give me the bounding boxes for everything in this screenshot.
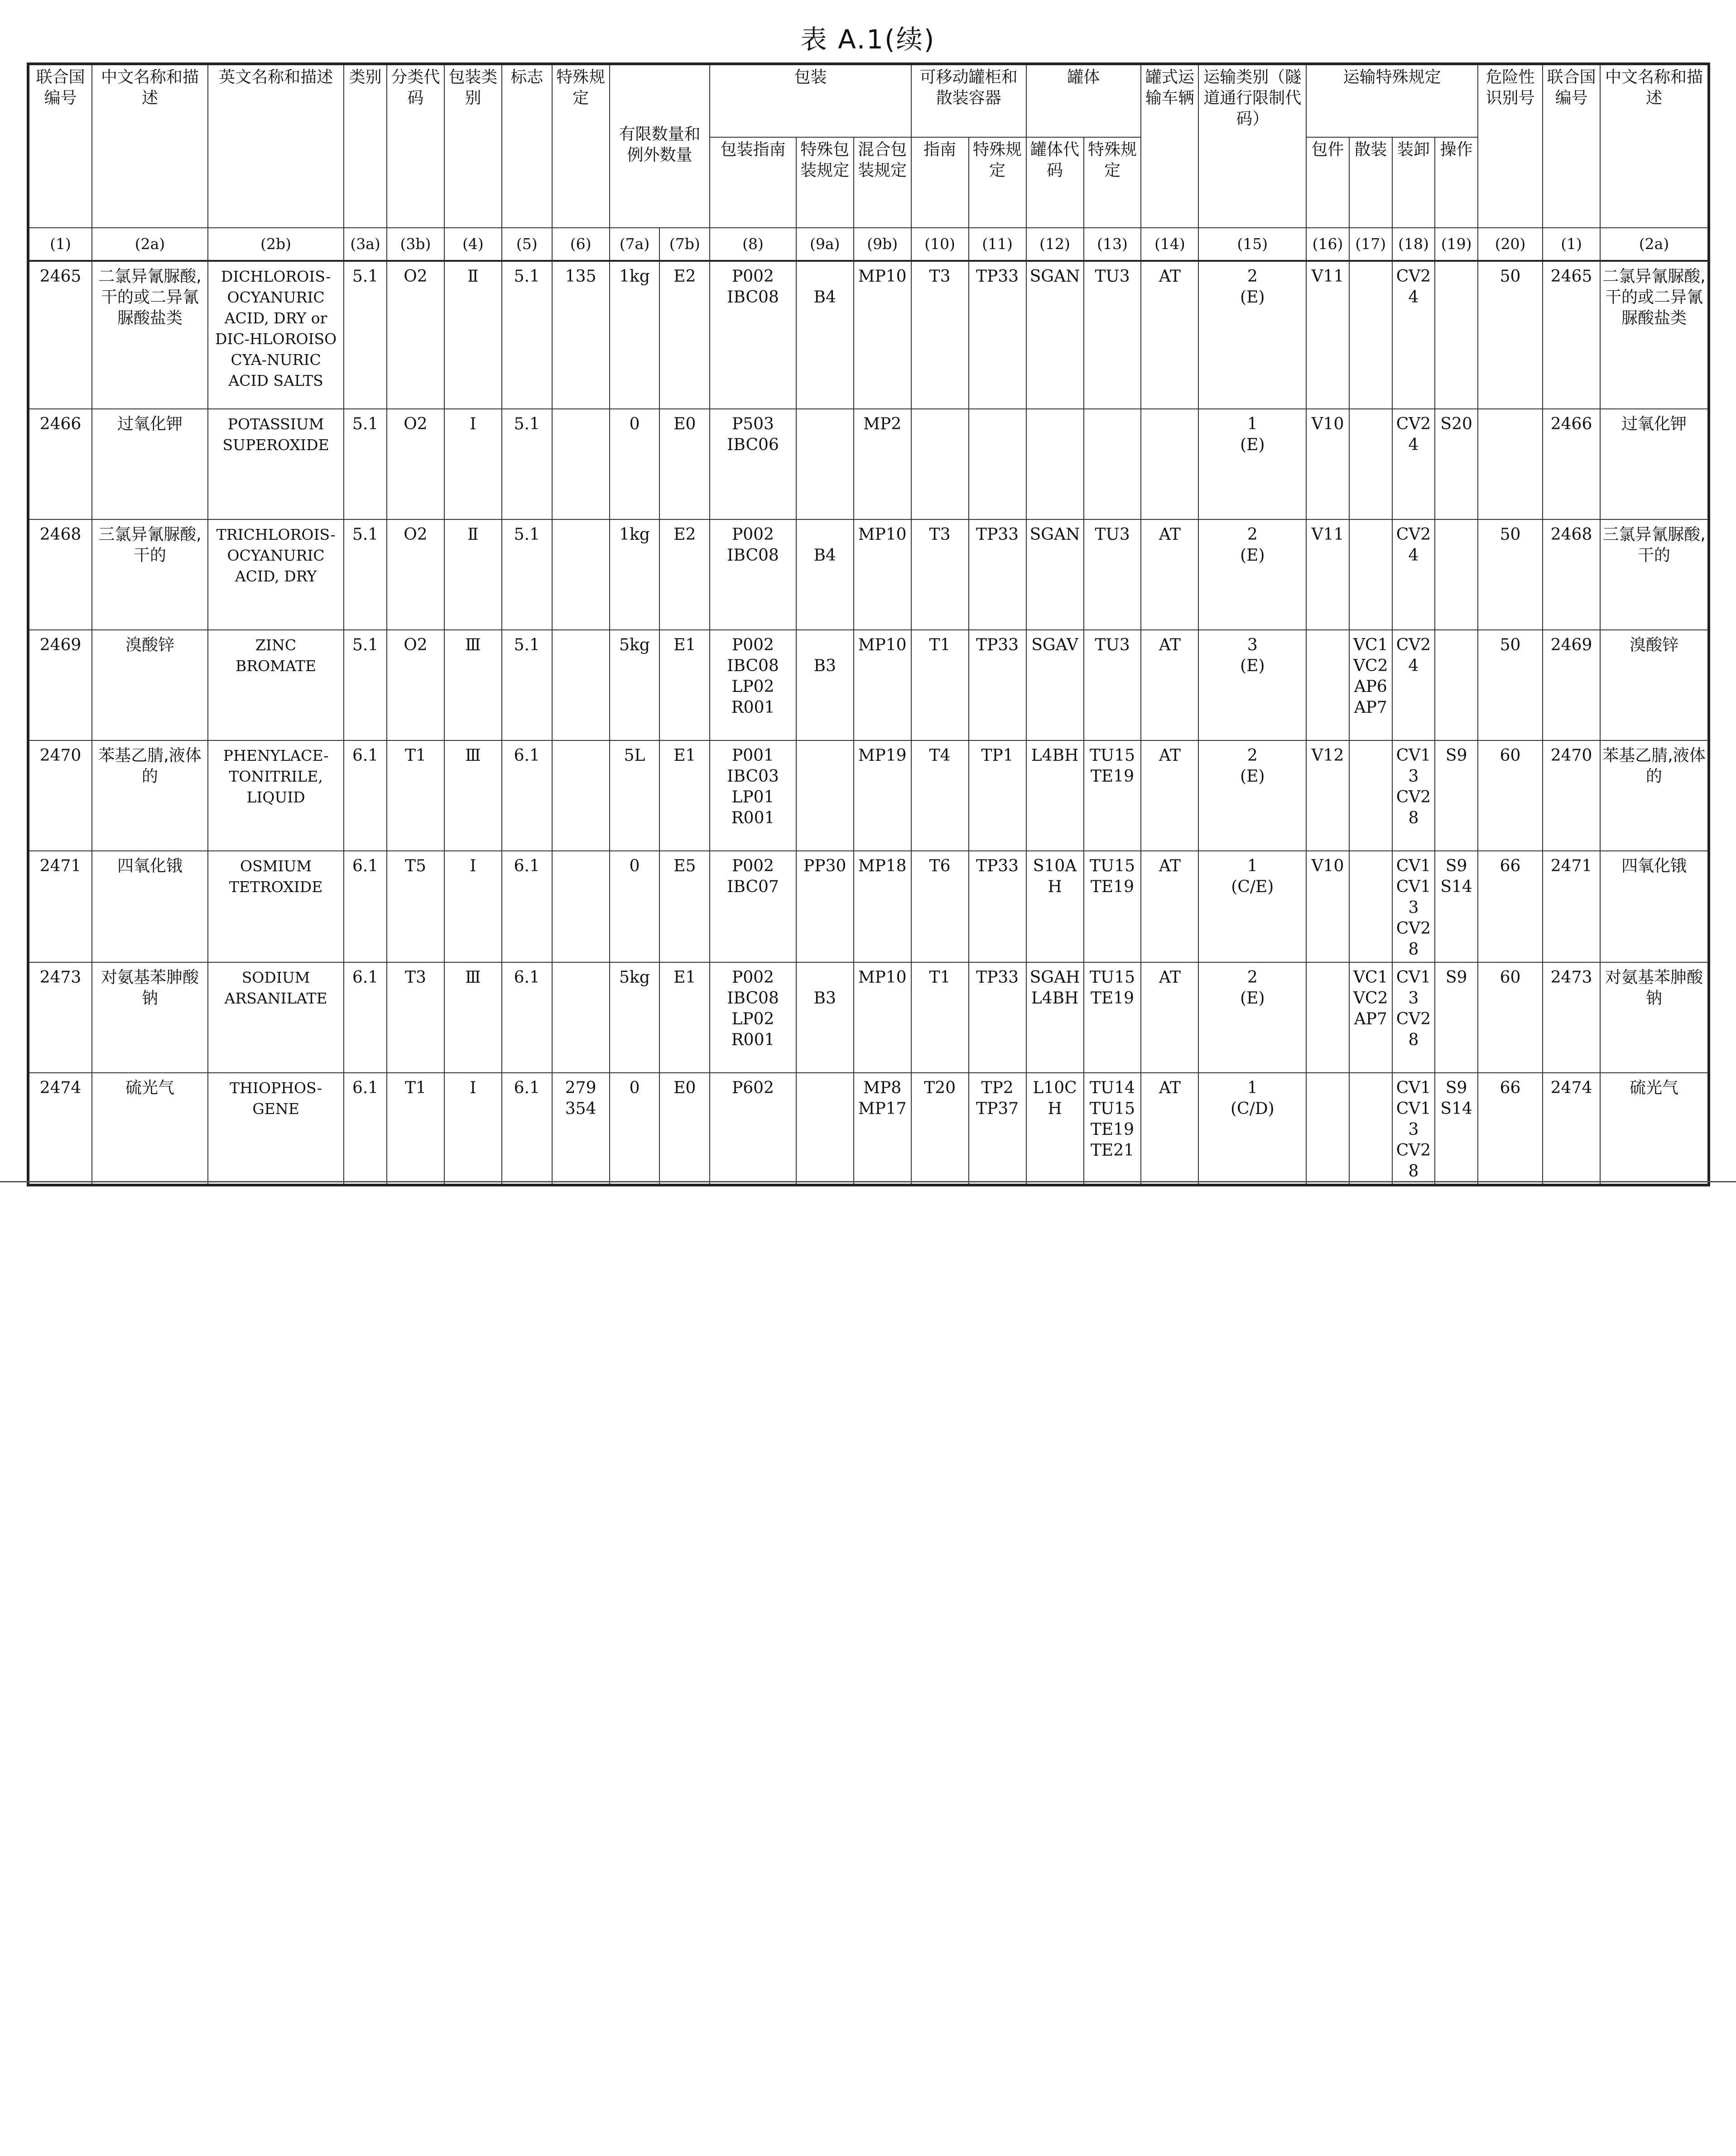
cell-c11: TP2 TP37 [969, 1073, 1026, 1185]
cell-c19: S9 S14 [1435, 851, 1478, 962]
cell-c19: S20 [1435, 409, 1478, 519]
column-number: (12) [1026, 228, 1084, 261]
cell-c5: 5.1 [502, 409, 552, 519]
cell-c5: 5.1 [502, 630, 552, 740]
cell-c9a [796, 1073, 854, 1185]
cell-c14: AT [1141, 962, 1198, 1073]
cell-c2a: 过氧化钾 [92, 409, 208, 519]
cell-c3b: T1 [387, 740, 444, 851]
header-name-zh: 中文名称和描述 [92, 64, 208, 228]
table-body [28, 261, 1709, 1185]
cell-c17 [1349, 409, 1392, 519]
cell-c3a: 5.1 [344, 519, 387, 630]
header-class: 类别 [344, 64, 387, 228]
cell-c14: AT [1141, 740, 1198, 851]
header-portable-tanks: 可移动罐柜和散装容器 [911, 64, 1026, 137]
cell-c10: T3 [911, 519, 969, 630]
column-number: (9a) [796, 228, 854, 261]
column-number: (3b) [387, 228, 444, 261]
column-number: (5) [502, 228, 552, 261]
cell-c6 [552, 962, 610, 1073]
cell-c9b: MP18 [854, 851, 911, 962]
header-pack-instr: 包装指南 [710, 137, 796, 228]
cell-c3a: 6.1 [344, 851, 387, 962]
cell-c17 [1349, 1073, 1392, 1185]
cell-c20: 50 [1478, 261, 1543, 409]
header-packaging: 包装 [710, 64, 911, 137]
cell-c11: TP33 [969, 851, 1026, 962]
cell-c9a: B4 [796, 519, 854, 630]
cell-c18: CV24 [1392, 630, 1435, 740]
cell-c11: TP33 [969, 630, 1026, 740]
cell-c1: 2470 [28, 740, 92, 851]
cell-c17 [1349, 851, 1392, 962]
cell-c18: CV1 CV13 CV28 [1392, 1073, 1435, 1185]
cell-c9a [796, 409, 854, 519]
cell-c1b: 2474 [1543, 1073, 1600, 1185]
cell-c10: T20 [911, 1073, 969, 1185]
header-transport-category: 运输类别（隧道通行限制代码） [1198, 64, 1306, 228]
column-number: (8) [710, 228, 796, 261]
column-number: (18) [1392, 228, 1435, 261]
cell-c5: 6.1 [502, 1073, 552, 1185]
cell-c17 [1349, 261, 1392, 409]
dangerous-goods-table [27, 62, 1710, 1186]
cell-c2a: 二氯异氰脲酸,干的或二异氰脲酸盐类 [92, 261, 208, 409]
column-number-row [28, 228, 1709, 261]
table-row [28, 409, 1709, 519]
cell-c7b: E1 [659, 962, 710, 1073]
cell-c19: S9 [1435, 962, 1478, 1073]
cell-c15: 1 (C/D) [1198, 1073, 1306, 1185]
header-st-bulk: 散装 [1349, 137, 1392, 228]
header-packing-group: 包装类别 [444, 64, 502, 228]
cell-c2b: DICHLOROIS- OCYANURIC ACID, DRY or DIC-HLOROISO CYA-NURIC ACID SALTS [208, 261, 344, 409]
cell-c7a: 1kg [610, 519, 660, 630]
cell-c2a: 三氯异氰脲酸,干的 [92, 519, 208, 630]
cell-c18: CV13 CV28 [1392, 962, 1435, 1073]
cell-c11: TP33 [969, 261, 1026, 409]
cell-c3a: 5.1 [344, 261, 387, 409]
cell-c16 [1306, 1073, 1349, 1185]
cell-c18: CV1 CV13 CV28 [1392, 851, 1435, 962]
cell-c13 [1084, 409, 1141, 519]
cell-c12: L4BH [1026, 740, 1084, 851]
cell-c6: 135 [552, 261, 610, 409]
cell-c4: Ⅲ [444, 962, 502, 1073]
cell-c1b: 2465 [1543, 261, 1600, 409]
cell-c3b: O2 [387, 630, 444, 740]
cell-c6 [552, 740, 610, 851]
cell-c2a-b: 三氯异氰脲酸,干的 [1600, 519, 1709, 630]
cell-c3a: 5.1 [344, 630, 387, 740]
cell-c19 [1435, 261, 1478, 409]
cell-c7a: 0 [610, 1073, 660, 1185]
header-name-zh-repeat: 中文名称和描述 [1600, 64, 1709, 228]
header-limited-qty: 有限数量和例外数量 [610, 64, 710, 228]
cell-c8: P002 IBC08 [710, 519, 796, 630]
cell-c2a: 对氨基苯胂酸钠 [92, 962, 208, 1073]
cell-c9b: MP8 MP17 [854, 1073, 911, 1185]
column-number: (20) [1478, 228, 1543, 261]
cell-c9b: MP10 [854, 261, 911, 409]
cell-c17 [1349, 740, 1392, 851]
cell-c11: TP1 [969, 740, 1026, 851]
cell-c15: 2 (E) [1198, 740, 1306, 851]
cell-c1: 2465 [28, 261, 92, 409]
cell-c13: TU15 TE19 [1084, 962, 1141, 1073]
cell-c11: TP33 [969, 962, 1026, 1073]
header-pt-instr: 指南 [911, 137, 969, 228]
header-pt-special: 特殊规定 [969, 137, 1026, 228]
cell-c14 [1141, 409, 1198, 519]
cell-c9b: MP10 [854, 519, 911, 630]
cell-c7a: 5kg [610, 630, 660, 740]
cell-c13: TU3 [1084, 519, 1141, 630]
header-st-packages: 包件 [1306, 137, 1349, 228]
cell-c19 [1435, 630, 1478, 740]
cell-c13: TU3 [1084, 630, 1141, 740]
column-number: (14) [1141, 228, 1198, 261]
header-labels: 标志 [502, 64, 552, 228]
cell-c2a-b: 对氨基苯胂酸钠 [1600, 962, 1709, 1073]
cell-c6 [552, 630, 610, 740]
cell-c20 [1478, 409, 1543, 519]
cell-c2b: THIOPHOS- GENE [208, 1073, 344, 1185]
column-number: (11) [969, 228, 1026, 261]
cell-c13: TU3 [1084, 261, 1141, 409]
header-name-en: 英文名称和描述 [208, 64, 344, 228]
header-mixed-pack: 混合包装规定 [854, 137, 911, 228]
cell-c6: 279 354 [552, 1073, 610, 1185]
cell-c16: V10 [1306, 409, 1349, 519]
cell-c17: VC1 VC2 AP6 AP7 [1349, 630, 1392, 740]
cell-c3b: O2 [387, 261, 444, 409]
header-un-no: 联合国编号 [28, 64, 92, 228]
cell-c2b: POTASSIUM SUPEROXIDE [208, 409, 344, 519]
cell-c2a-b: 过氧化钾 [1600, 409, 1709, 519]
cell-c9b: MP2 [854, 409, 911, 519]
cell-c6 [552, 519, 610, 630]
cell-c2b: SODIUM ARSANILATE [208, 962, 344, 1073]
cell-c5: 6.1 [502, 851, 552, 962]
cell-c7b: E2 [659, 261, 710, 409]
cell-c3a: 5.1 [344, 409, 387, 519]
cell-c15: 1 (E) [1198, 409, 1306, 519]
column-number: (10) [911, 228, 969, 261]
cell-c7b: E2 [659, 519, 710, 630]
cell-c2a-b: 四氧化锇 [1600, 851, 1709, 962]
column-number: (4) [444, 228, 502, 261]
header-hazard-id: 危险性识别号 [1478, 64, 1543, 228]
cell-c2b: ZINC BROMATE [208, 630, 344, 740]
cell-c12: SGAH L4BH [1026, 962, 1084, 1073]
cell-c7b: E5 [659, 851, 710, 962]
table-row [28, 1073, 1709, 1185]
cell-c13: TU15 TE19 [1084, 851, 1141, 962]
cell-c18: CV24 [1392, 519, 1435, 630]
cell-c15: 1 (C/E) [1198, 851, 1306, 962]
column-number: (6) [552, 228, 610, 261]
cell-c18: CV24 [1392, 409, 1435, 519]
cell-c1: 2474 [28, 1073, 92, 1185]
cell-c1: 2469 [28, 630, 92, 740]
cell-c3b: O2 [387, 409, 444, 519]
cell-c4: Ⅱ [444, 519, 502, 630]
column-number: (19) [1435, 228, 1478, 261]
cell-c3b: O2 [387, 519, 444, 630]
page-title: 表 A.1(续) [800, 24, 936, 55]
cell-c14: AT [1141, 630, 1198, 740]
cell-c12: L10CH [1026, 1073, 1084, 1185]
cell-c13: TU14 TU15 TE19 TE21 [1084, 1073, 1141, 1185]
cell-c7a: 0 [610, 409, 660, 519]
cell-c2a: 四氧化锇 [92, 851, 208, 962]
cell-c19 [1435, 519, 1478, 630]
cell-c20: 66 [1478, 1073, 1543, 1185]
cell-c12: SGAV [1026, 630, 1084, 740]
cell-c18: CV24 [1392, 261, 1435, 409]
header-pack-special: 特殊包装规定 [796, 137, 854, 228]
cell-c10: T3 [911, 261, 969, 409]
header-tank-vehicle: 罐式运输车辆 [1141, 64, 1198, 228]
cell-c3a: 6.1 [344, 962, 387, 1073]
cell-c15: 2 (E) [1198, 519, 1306, 630]
cell-c8: P602 [710, 1073, 796, 1185]
column-number: (1) [28, 228, 92, 261]
cell-c7b: E1 [659, 740, 710, 851]
cell-c15: 2 (E) [1198, 962, 1306, 1073]
cell-c8: P002 IBC07 [710, 851, 796, 962]
cell-c9a: B3 [796, 630, 854, 740]
cell-c9a: B3 [796, 962, 854, 1073]
cell-c15: 2 (E) [1198, 261, 1306, 409]
cell-c1: 2473 [28, 962, 92, 1073]
header-special-provisions: 特殊规定 [552, 64, 610, 228]
column-number: (15) [1198, 228, 1306, 261]
cell-c4: Ⅲ [444, 630, 502, 740]
cell-c10 [911, 409, 969, 519]
cell-c7a: 5L [610, 740, 660, 851]
cell-c5: 5.1 [502, 261, 552, 409]
cell-c13: TU15 TE19 [1084, 740, 1141, 851]
table-row [28, 261, 1709, 409]
cell-c8: P002 IBC08 [710, 261, 796, 409]
cell-c16 [1306, 630, 1349, 740]
cell-c1b: 2470 [1543, 740, 1600, 851]
cell-c7b: E0 [659, 1073, 710, 1185]
table-row [28, 851, 1709, 962]
cell-c4: I [444, 851, 502, 962]
cell-c9b: MP10 [854, 630, 911, 740]
header-tank-special: 特殊规定 [1084, 137, 1141, 228]
cell-c3b: T3 [387, 962, 444, 1073]
cell-c2a-b: 二氯异氰脲酸,干的或二异氰脲酸盐类 [1600, 261, 1709, 409]
table-row [28, 519, 1709, 630]
cell-c2a-b: 溴酸锌 [1600, 630, 1709, 740]
cell-c20: 60 [1478, 962, 1543, 1073]
header-st-loading: 装卸 [1392, 137, 1435, 228]
cell-c5: 5.1 [502, 519, 552, 630]
cell-c12: SGAN [1026, 261, 1084, 409]
cell-c14: AT [1141, 1073, 1198, 1185]
header-class-code: 分类代码 [387, 64, 444, 228]
cell-c20: 60 [1478, 740, 1543, 851]
header-tank-code: 罐体代码 [1026, 137, 1084, 228]
column-number: (13) [1084, 228, 1141, 261]
cell-c14: AT [1141, 261, 1198, 409]
cell-c5: 6.1 [502, 740, 552, 851]
table-row [28, 740, 1709, 851]
table-row [28, 962, 1709, 1073]
cell-c19: S9 S14 [1435, 1073, 1478, 1185]
column-number: (16) [1306, 228, 1349, 261]
column-number: (1) [1543, 228, 1600, 261]
cell-c18: CV13 CV28 [1392, 740, 1435, 851]
cell-c1: 2471 [28, 851, 92, 962]
cell-c20: 66 [1478, 851, 1543, 962]
cell-c7a: 5kg [610, 962, 660, 1073]
column-number: (2a) [1600, 228, 1709, 261]
cell-c9b: MP10 [854, 962, 911, 1073]
cell-c3a: 6.1 [344, 740, 387, 851]
cell-c16: V11 [1306, 261, 1349, 409]
table-row [28, 630, 1709, 740]
cell-c16 [1306, 962, 1349, 1073]
cell-c3b: T1 [387, 1073, 444, 1185]
cell-c8: P002 IBC08 LP02 R001 [710, 962, 796, 1073]
cell-c1: 2468 [28, 519, 92, 630]
cell-c10: T6 [911, 851, 969, 962]
cell-c2a: 苯基乙腈,液体的 [92, 740, 208, 851]
cell-c3b: T5 [387, 851, 444, 962]
cell-c7a: 1kg [610, 261, 660, 409]
cell-c11: TP33 [969, 519, 1026, 630]
cell-c16: V11 [1306, 519, 1349, 630]
cell-c15: 3 (E) [1198, 630, 1306, 740]
cell-c10: T4 [911, 740, 969, 851]
cell-c12 [1026, 409, 1084, 519]
header-st-operation: 操作 [1435, 137, 1478, 228]
cell-c10: T1 [911, 630, 969, 740]
cell-c1b: 2471 [1543, 851, 1600, 962]
header-un-no-repeat: 联合国编号 [1543, 64, 1600, 228]
column-number: (2a) [92, 228, 208, 261]
cell-c8: P002 IBC08 LP02 R001 [710, 630, 796, 740]
column-number: (2b) [208, 228, 344, 261]
cell-c14: AT [1141, 851, 1198, 962]
cell-c10: T1 [911, 962, 969, 1073]
cell-c1b: 2469 [1543, 630, 1600, 740]
column-number: (3a) [344, 228, 387, 261]
header-special-transport: 运输特殊规定 [1306, 64, 1478, 137]
cell-c9a: B4 [796, 261, 854, 409]
cell-c1: 2466 [28, 409, 92, 519]
cell-c4: I [444, 409, 502, 519]
cell-c3a: 6.1 [344, 1073, 387, 1185]
cell-c14: AT [1141, 519, 1198, 630]
cell-c6 [552, 851, 610, 962]
cell-c2a: 硫光气 [92, 1073, 208, 1185]
cell-c12: S10AH [1026, 851, 1084, 962]
cell-c1b: 2466 [1543, 409, 1600, 519]
cell-c9a: PP30 [796, 851, 854, 962]
cell-c17 [1349, 519, 1392, 630]
cell-c1b: 2473 [1543, 962, 1600, 1073]
cell-c16: V12 [1306, 740, 1349, 851]
cell-c2a-b: 苯基乙腈,液体的 [1600, 740, 1709, 851]
cell-c2b: PHENYLACE- TONITRILE, LIQUID [208, 740, 344, 851]
cell-c2a: 溴酸锌 [92, 630, 208, 740]
column-number: (17) [1349, 228, 1392, 261]
cell-c20: 50 [1478, 630, 1543, 740]
cell-c4: Ⅲ [444, 740, 502, 851]
cell-c2b: TRICHLOROIS- OCYANURIC ACID, DRY [208, 519, 344, 630]
cell-c8: P503 IBC06 [710, 409, 796, 519]
cell-c2b: OSMIUM TETROXIDE [208, 851, 344, 962]
column-number: (9b) [854, 228, 911, 261]
cell-c17: VC1 VC2 AP7 [1349, 962, 1392, 1073]
column-number: (7b) [659, 228, 710, 261]
cell-c9b: MP19 [854, 740, 911, 851]
cell-c12: SGAN [1026, 519, 1084, 630]
cell-c8: P001 IBC03 LP01 R001 [710, 740, 796, 851]
cell-c2a-b: 硫光气 [1600, 1073, 1709, 1185]
cell-c7a: 0 [610, 851, 660, 962]
cell-c20: 50 [1478, 519, 1543, 630]
cell-c4: Ⅱ [444, 261, 502, 409]
cell-c16: V10 [1306, 851, 1349, 962]
column-number: (7a) [610, 228, 660, 261]
cell-c5: 6.1 [502, 962, 552, 1073]
cell-c7b: E0 [659, 409, 710, 519]
cell-c11 [969, 409, 1026, 519]
cell-c19: S9 [1435, 740, 1478, 851]
cell-c7b: E1 [659, 630, 710, 740]
cell-c4: I [444, 1073, 502, 1185]
header-tanks: 罐体 [1026, 64, 1141, 137]
cell-c6 [552, 409, 610, 519]
cell-c9a [796, 740, 854, 851]
cell-c1b: 2468 [1543, 519, 1600, 630]
page-divider [0, 1181, 1736, 1182]
